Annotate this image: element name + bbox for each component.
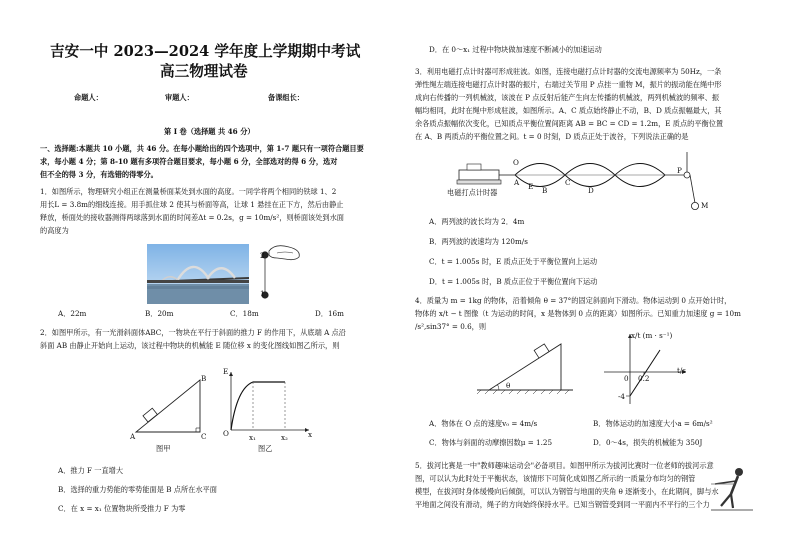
q2-option-b[interactable]: B．选择的重力势能的零势能面是 B 点所在水平面 bbox=[58, 485, 217, 494]
q1-line3: 释放，桥面处的接收器测得两球落到水面的时间差Δt = 0.2s，g = 10m/s²，则桥面该处到水面 bbox=[40, 213, 344, 222]
point-b-label: B bbox=[201, 374, 207, 383]
graph-x-label: x bbox=[308, 430, 313, 439]
section-instructions-2: 求，每小题 4 分；第 8-10 题有多项符合题目要求，每小题 6 分，全部选对的得 6 分，选对 bbox=[40, 157, 338, 166]
point-d3-label: D bbox=[588, 186, 594, 195]
point-b3-label: B bbox=[542, 186, 548, 195]
standing-wave-figure bbox=[455, 148, 715, 218]
q3-option-d[interactable]: D．t = 1.005s 时，B 质点正位于平衡位置向下运动 bbox=[429, 277, 598, 286]
graph-x2-label: x₂ bbox=[281, 433, 288, 442]
graph-x1-label: x₁ bbox=[249, 433, 256, 442]
q5-line2: 图，可以认为此时处于平衡状态，该情形下可简化成如图乙所示的一质量分布均匀的钢管 bbox=[415, 474, 696, 483]
bridge-photo bbox=[147, 244, 249, 304]
q5-line4: 平地面之间没有滑动，绳子的方向始终保持水平。已知当钢管受到同一平面内不平行的三个力 bbox=[415, 500, 710, 509]
q4-xtick-label: 0.2 bbox=[638, 374, 650, 383]
q4-line3: /s²,sin37° = 0.6，则 bbox=[415, 322, 487, 331]
q2-option-d[interactable]: D．在 0～x₁ 过程中物块做加速度不断减小的加速运动 bbox=[429, 45, 602, 54]
q1-line1: 1．如图所示，物理研究小组正在测量桥面某处到水面的高度。一同学将两个相同的铁球 1、2 bbox=[40, 187, 337, 196]
point-p3-label: P bbox=[677, 166, 682, 175]
head-label: 备课组长： bbox=[268, 93, 304, 102]
tug-of-war-figure bbox=[711, 466, 753, 512]
q3-option-a[interactable]: A．两列波的波长均为 2．4m bbox=[429, 217, 525, 226]
timer-device-icon bbox=[459, 170, 499, 180]
q3-line5: 余各质点振幅依次变化，已知质点平衡位置间距离 AB = BC = CD = 1.2m，E 质点的平衡位置 bbox=[415, 119, 724, 128]
person-head-icon bbox=[735, 468, 743, 476]
graph-origin-label: O bbox=[223, 429, 229, 438]
point-a-label: A bbox=[130, 432, 136, 441]
point-o-label: O bbox=[513, 158, 519, 167]
q2-line1: 2．如图甲所示，有一光滑斜面体ABC，一物块在平行于斜面的推力 F 的作用下，从底端 A 点沿 bbox=[40, 328, 346, 337]
q1-option-c[interactable]: C．18m bbox=[230, 309, 259, 318]
incline-figure bbox=[128, 370, 208, 445]
section-instructions-3: 但不全的得 3 分，有选错的得零分。 bbox=[40, 170, 158, 179]
graph-e-label: E bbox=[223, 367, 229, 376]
q1-line2: 用长L = 3.8m的细线连接。用手抓住球 2 使其与桥面等高，让球 1 悬挂在正下方，然后由静止 bbox=[40, 200, 344, 209]
q4-line1: 4．质量为 m = 1kg 的物体，沿着倾角 θ = 37°的固定斜面向下滑动。物体运动到 0 点开始计时， bbox=[415, 296, 732, 305]
timer-label: 电磁打点计时器 bbox=[447, 188, 498, 197]
q5-line1: 5．拔河比赛是一中"教师趣味运动会"必备项目。如图甲所示为拔河比赛时一位老师的拔河示意 bbox=[415, 461, 714, 470]
exam-subtitle: 高三物理试卷 bbox=[160, 63, 248, 80]
point-m3-label: M bbox=[701, 201, 709, 210]
ball-1-label: 1 bbox=[260, 289, 265, 298]
pulley-icon bbox=[684, 172, 690, 178]
ball-2-label: 2 bbox=[260, 251, 265, 260]
q1-line4: 的高度为 bbox=[40, 226, 69, 235]
exam-title: 吉安一中 2023—2024 学年度上学期期中考试 bbox=[50, 43, 361, 60]
block-icon bbox=[143, 408, 157, 422]
q1-option-a[interactable]: A．22m bbox=[58, 309, 87, 318]
point-c-label: C bbox=[201, 432, 207, 441]
q4-ylabel: x/t (m · s⁻¹) bbox=[631, 331, 673, 340]
q3-line4: 幅均相同，此时在绳中形成驻波，如图所示。A、C 质点始终静止不动，B、D 质点振幅最大，其 bbox=[415, 106, 722, 115]
q3-option-b[interactable]: B．两列波的波速均为 120m/s bbox=[429, 237, 528, 246]
point-e3-label: E bbox=[528, 182, 534, 191]
q4-origin-label: 0 bbox=[624, 374, 629, 383]
theta-label: θ bbox=[506, 381, 511, 390]
right-column bbox=[415, 40, 760, 552]
q1-option-d[interactable]: D．16m bbox=[315, 309, 344, 318]
q3-line2: 弹性绳左端连接电磁打点计时器的振片，右端过关节用 P 点挂一重物 M，振片的振动能在绳中形 bbox=[415, 80, 722, 89]
q4-line2: 物体的 x/t − t 图像（t 为运动的时间，x 是物体到 0 点的距离）如图所示。已知重力加速度 g = 10m bbox=[415, 309, 741, 318]
section-instructions-1: 一、选择题:本题共 10 小题，共 46 分。在每小题给出的四个选项中，第 1-7 题只有一项符合题目要 bbox=[40, 144, 364, 153]
q5-line3: 模型，在拔河时身体缓慢向后倾倒，可以认为钢管与地面的夹角 θ 逐渐变小，在此期间，脚与水 bbox=[415, 487, 719, 496]
energy-position-graph bbox=[223, 368, 315, 438]
section-heading: 第 I 卷（选择题 共 46 分） bbox=[164, 127, 255, 136]
figure-jia-caption: 图甲 bbox=[156, 444, 171, 453]
reviewer-label: 审题人： bbox=[165, 93, 194, 102]
q3-line1: 3．利用电磁打点计时器可形成驻波。如图，连接电磁打点计时器的交流电源频率为 50Hz，一条 bbox=[415, 67, 722, 76]
proposer-label: 命题人： bbox=[74, 93, 103, 102]
q4-xlabel: t/s bbox=[677, 366, 686, 375]
point-a3-label: A bbox=[514, 178, 520, 187]
left-column bbox=[40, 40, 392, 552]
weight-m-icon bbox=[691, 202, 698, 209]
figure-yi-caption: 图乙 bbox=[258, 444, 273, 453]
q2-line2: 斜面 AB 由静止开始向上运动，该过程中物块的机械能 E 随位移 x 的变化图线如图乙所示，则 bbox=[40, 341, 340, 350]
hand-icon bbox=[269, 246, 299, 260]
q1-option-b[interactable]: B．20m bbox=[145, 309, 174, 318]
q4-ytick-label: -4 bbox=[618, 392, 626, 401]
q3-line6: 在 A、B 两质点的平衡位置之间。t = 0 时刻，D 质点正处于波谷，下列说法正确的是 bbox=[415, 132, 689, 141]
q2-option-c[interactable]: C．在 x = x₁ 位置物块所受推力 F 为零 bbox=[58, 504, 186, 513]
q3-line3: 成向右传播的一列机械波，该波在 P 点反射后能产生向左传播的机械波，两列机械波的频率、振 bbox=[415, 93, 720, 102]
q4-option-a[interactable]: A．物体在 O 点的速度v₀ = 4m/s bbox=[429, 419, 538, 428]
q4-option-c[interactable]: C．物体与斜面的动摩擦因数μ = 1.25 bbox=[429, 438, 553, 447]
q3-option-c[interactable]: C．t = 1.005s 时，E 质点正处于平衡位置向上运动 bbox=[429, 257, 598, 266]
q4-option-d[interactable]: D．0～4s，损失的机械能为 350J bbox=[593, 438, 703, 447]
point-c3-label: C bbox=[565, 178, 571, 187]
q2-option-a[interactable]: A．推力 F 一直增大 bbox=[58, 466, 124, 475]
q4-incline-figure bbox=[475, 336, 575, 398]
q4-option-b[interactable]: B．物体运动的加速度大小a = 6m/s² bbox=[593, 419, 713, 428]
